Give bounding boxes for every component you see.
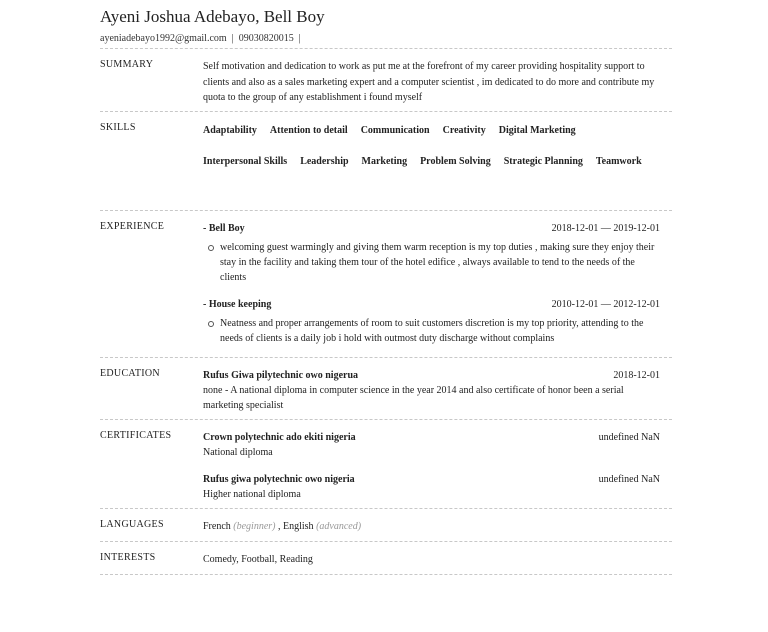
certificates-label: CERTIFICATES <box>100 430 172 441</box>
skill-item: Strategic Planning <box>503 156 583 167</box>
skill-item: Creativity <box>442 125 486 136</box>
certificate-date: undefined NaN <box>598 432 660 443</box>
experience-body <box>203 221 660 346</box>
responsibility-list <box>203 240 660 285</box>
language-name: English <box>283 521 314 532</box>
certificate-description: National diploma <box>203 447 273 458</box>
skill-item: Communication <box>360 125 430 136</box>
skill-item: Marketing <box>361 156 408 167</box>
skill-item: Digital Marketing <box>498 125 576 136</box>
skills-body <box>203 123 660 185</box>
certificate-entry <box>203 472 660 502</box>
certificate-description: Higher national diploma <box>203 489 301 500</box>
responsibility-item: Neatness and proper arrangements of room to suit customers discretion is my top priority, attending to the needs of clients is a daily job i hold with outmost duty discharge without complains <box>220 316 660 346</box>
languages-label: LANGUAGES <box>100 519 164 530</box>
skill-item: Adaptability <box>203 125 257 136</box>
language-separator: , <box>275 521 283 532</box>
education-date: 2018-12-01 <box>613 370 660 381</box>
bottom-divider <box>100 574 672 575</box>
skill-item: Problem Solving <box>420 156 491 167</box>
interests-text: Comedy, Football, Reading <box>203 554 313 565</box>
job-title: - Bell Boy <box>203 223 245 234</box>
languages-list <box>203 519 660 535</box>
responsibility-list <box>203 316 660 346</box>
responsibility-item: welcoming guest warmingly and giving them warm reception is my top duties , making sure they enjoy their stay in the facility and taking them tour of the hotel edifice , always available to tend to the needs of the clients <box>220 240 660 285</box>
email-link[interactable]: ayeniadebayo1992@gmail.com <box>100 33 227 44</box>
skill-item: Teamwork <box>595 156 642 167</box>
languages-section <box>100 508 672 541</box>
education-label: EDUCATION <box>100 368 160 379</box>
skill-item: Interpersonal Skills <box>203 156 288 167</box>
skills-section <box>100 111 672 210</box>
skill-item: Leadership <box>300 156 349 167</box>
certificates-section <box>100 419 672 508</box>
skill-item: Attention to detail <box>269 125 348 136</box>
job-entry <box>203 221 660 285</box>
school-name: Rufus Giwa pilytechnic owo nigerua <box>203 370 359 381</box>
job-dates: 2010-12-01 — 2012-12-01 <box>551 299 660 310</box>
language-level: (beginner) <box>233 521 276 532</box>
certificate-entry <box>203 430 660 460</box>
experience-section <box>100 210 672 356</box>
resume-header <box>100 6 325 46</box>
job-dates: 2018-12-01 — 2019-12-01 <box>551 223 660 234</box>
summary-text: Self motivation and dedication to work as put me at the forefront of my career providing hospitality support to clients and also as a sales marketing expert and a computer scientist , im dedicated to do more and contribute my quota to the group of any establishment i found myself <box>203 61 655 103</box>
summary-section <box>100 48 672 111</box>
language-name: French <box>203 521 231 532</box>
education-description: none - A national diploma in computer science in the year 2014 and also certificate of honor been a serial marketing specialist <box>203 385 624 411</box>
language-level: (advanced) <box>316 521 362 532</box>
job-entry <box>203 297 660 346</box>
job-title: - House keeping <box>203 299 272 310</box>
certificates-body <box>203 430 660 502</box>
certificate-name: Rufus giwa polytechnic owo nigeria <box>203 474 355 485</box>
certificate-date: undefined NaN <box>598 474 660 485</box>
contact-separator: | <box>298 33 301 44</box>
contact-line <box>100 32 325 46</box>
experience-label: EXPERIENCE <box>100 221 165 232</box>
certificate-name: Crown polytechnic ado ekiti nigeria <box>203 432 356 443</box>
skills-list <box>203 123 660 185</box>
contact-separator: | <box>231 33 234 44</box>
phone-number: 09030820015 <box>238 33 294 44</box>
interests-section <box>100 541 672 574</box>
interests-label: INTERESTS <box>100 552 156 563</box>
education-section <box>100 357 672 418</box>
skills-label: SKILLS <box>100 122 136 133</box>
summary-label: SUMMARY <box>100 59 154 70</box>
education-body <box>203 368 660 413</box>
candidate-name: Ayeni Joshua Adebayo, Bell Boy <box>100 7 325 26</box>
